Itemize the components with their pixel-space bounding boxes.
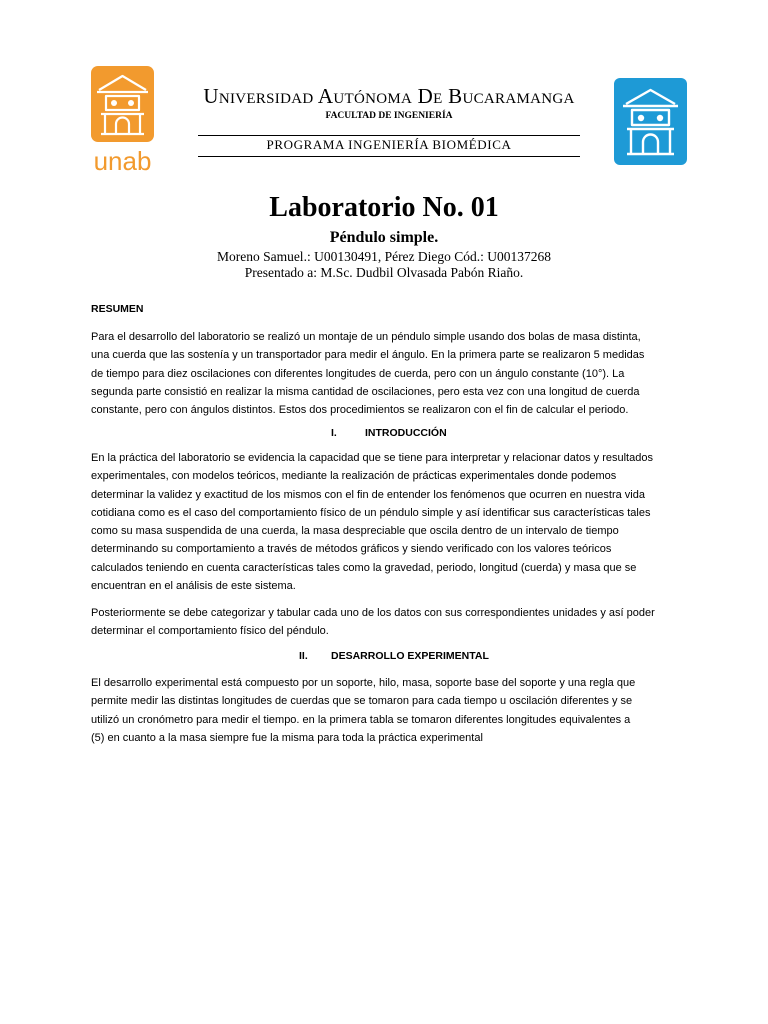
section-title: DESARROLLO EXPERIMENTAL — [331, 650, 489, 662]
text-line: En la práctica del laboratorio se evidencia la capacidad que se tiene para interpretar y relacionar datos y resultados — [91, 452, 653, 464]
header-rule-top — [198, 135, 580, 136]
text-line: cotidiana como es el caso del comportamiento físico de un péndulo simple y así identificar sus características tales — [91, 506, 651, 519]
text-line: permite medir las distintas longitudes de cuerdas que se tomaron para cada tiempo u oscilación diferentes y se — [91, 695, 633, 708]
text-line: determinando su comportamiento a través de métodos gráficos y siendo verificado con los valores teóricos — [91, 543, 612, 556]
section-number: II. — [299, 650, 308, 662]
presented-to-line: Presentado a: M.Sc. Dudbil Olvasada Pabón Riaño. — [244, 265, 524, 280]
lab-subtitle: Péndulo simple. — [329, 229, 439, 246]
experimental-paragraph — [91, 674, 681, 747]
text-line: segunda parte consistió en realizar la misma cantidad de oscilaciones, pero esta vez con una longitud de cuerda — [91, 385, 640, 398]
faculty-name: FACULTAD DE INGENIERÍA — [325, 111, 453, 121]
text-line: una cuerda que las sostenía y un transportador para medir el ángulo. En la primera parte se realizaron 5 medidas — [91, 349, 645, 362]
logo-left-text: unab — [93, 146, 152, 176]
university-name: Universidad Autónoma De Bucaramanga — [203, 84, 575, 108]
text-line: El desarrollo experimental está compuesto por un soporte, hilo, masa, soporte base del soporte y una regla que — [91, 677, 636, 689]
text-line: calculados teniendo en cuenta características tales como la gravedad, periodo, longitud (cuerda) y masa que se — [91, 561, 637, 574]
text-line: (5) en cuanto a la masa siempre fue la misma para toda la práctica experimental — [91, 731, 483, 744]
text-line: constante, pero con ángulos distintos. Estos dos procedimientos se realizaron con el fin de calcular el periodo. — [91, 404, 629, 417]
text-line: Para el desarrollo del laboratorio se realizó un montaje de un péndulo simple usando dos bolas de masa distinta, — [91, 331, 641, 343]
section-title: INTRODUCCIÓN — [365, 427, 447, 439]
lab-title: Laboratorio No. 01 — [269, 192, 499, 223]
program-name: PROGRAMA INGENIERÍA BIOMÉDICA — [266, 137, 512, 152]
header-rule-bottom — [198, 156, 580, 157]
text-line: utilizó un cronómetro para medir el tiempo. en la primera tabla se tomaron diferentes longitudes equivalentes a — [91, 713, 631, 726]
unab-logo-icon — [91, 66, 154, 176]
text-line: de tiempo para diez oscilaciones con diferentes longitudes de cuerda, pero con un ángulo constante (10°). La — [91, 367, 625, 380]
text-line: determinar el comportamiento físico del péndulo. — [91, 625, 329, 638]
text-line: experimentales, con modelos teóricos, mediante la realización de prácticas experimentales donde podemos — [91, 470, 617, 483]
text-line: encuentran en el análisis de este sistema. — [91, 580, 296, 593]
abstract-heading: RESUMEN — [91, 303, 144, 315]
introduction-paragraph-2 — [91, 604, 681, 641]
university-crest-icon — [614, 78, 687, 165]
introduction-paragraph-1 — [91, 449, 681, 595]
text-line: Posteriormente se debe categorizar y tabular cada uno de los datos con sus correspondientes unidades y así poder — [91, 607, 655, 619]
authors-line: Moreno Samuel.: U00130491, Pérez Diego Cód.: U00137268 — [216, 249, 552, 264]
section-number: I. — [331, 427, 337, 439]
abstract-paragraph — [91, 328, 681, 419]
text-line: como su masa suspendida de una cuerda, la masa despreciable que oscila dentro de un intervalo de tiempo — [91, 525, 619, 538]
text-line: determinar la validez y exactitud de los mismos con el fin de entender los fenómenos que ocurren en nuestra vida — [91, 488, 645, 501]
